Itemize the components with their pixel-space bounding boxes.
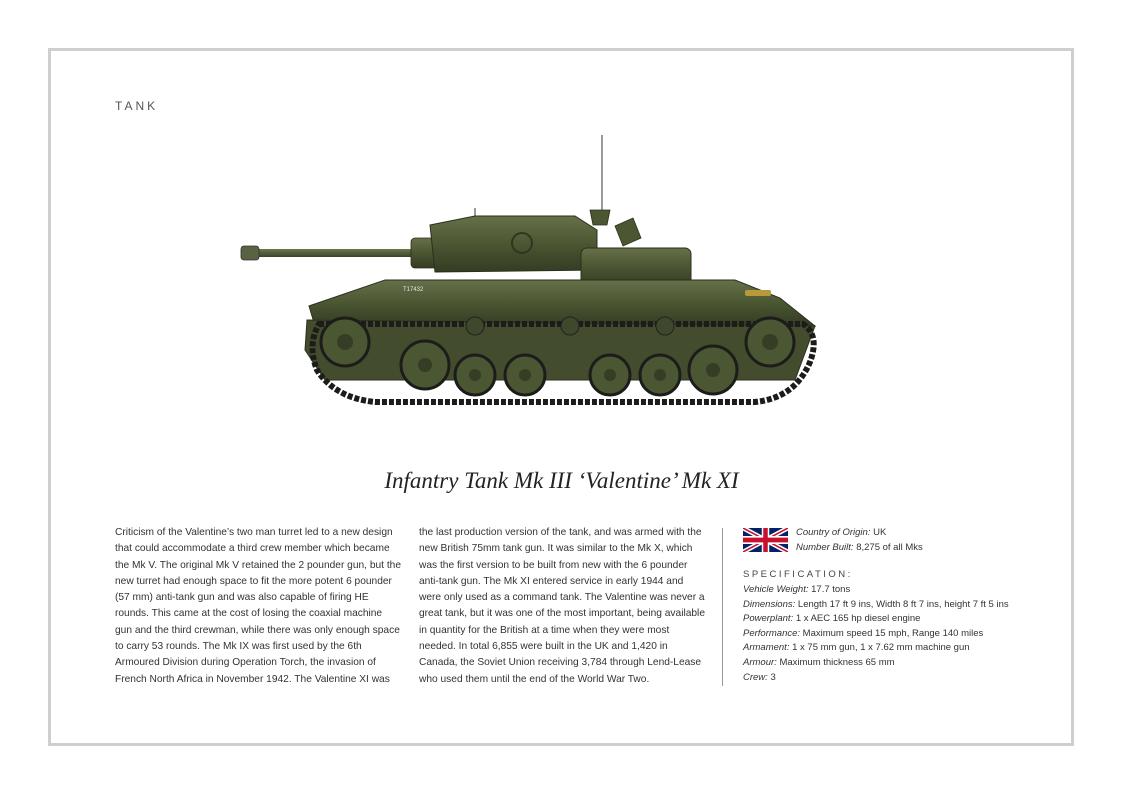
spec-label: Crew: [743, 671, 768, 683]
description-column-2: the last production version of the tank, and was armed with the new British 75mm tank gun. It was similar to the Mk X, which was the first version to be built from new with the 6 pounder anti-tank gun. The Mk XI entered service in early 1944 and were only used as a command tank. The Valentine was never a great tank, but it was one of the most important, being available in quantity for the British at a time when they were most needed. In total 6,855 were built in the UK and 1,420 in Canada, the Soviet Union receiving 3,784 through Lend-Lease who used them until the end of the World War Two. [419, 527, 705, 685]
gun-barrel [249, 249, 419, 257]
spec-label: Armour: [743, 656, 777, 668]
turret [430, 216, 597, 272]
periscope [590, 210, 610, 225]
category-label: TANK [115, 99, 159, 113]
spec-value: 17.7 tons [811, 584, 851, 595]
number-built-value: 8,275 of all Mks [856, 542, 923, 553]
spec-row [743, 671, 1009, 686]
spec-label: Vehicle Weight: [743, 584, 809, 595]
spec-label: Armament: [743, 642, 790, 654]
spec-value: Length 17 ft 9 ins, Width 8 ft 7 ins, height 7 ft 5 ins [797, 598, 1009, 610]
hull-upper [309, 280, 815, 326]
spec-value: Maximum speed 15 mph, Range 140 miles [802, 627, 984, 639]
spec-label: Dimensions: [743, 598, 796, 610]
spec-row [743, 641, 1009, 656]
hatch-cover [615, 218, 641, 246]
number-built-row [796, 540, 923, 555]
spec-list [743, 583, 1009, 685]
muzzle [241, 246, 259, 260]
union-jack-flag-icon [743, 528, 788, 552]
spec-value: 1 x AEC 165 hp diesel engine [795, 613, 921, 625]
spec-value: 3 [770, 671, 776, 683]
divider [722, 528, 723, 686]
description-column-1: Criticism of the Valentine’s two man turret led to a new design that could accommodate a third crew member which became the Mk V. The original Mk V retained the 2 pounder gun, but the new turret had enough space to fit the more potent 6 pounder (57 mm) anti-tank gun and was also capable of firing HE rounds. This came at the cost of losing the coaxial machine gun and the third crewman, while there was only enough space to carry 53 rounds. The Mk IX was first used by the 6th Armoured Division during Operation Torch, the invasion of French North Africa in November 1942. The Valentine XI was [115, 527, 401, 685]
vehicle-title: Infantry Tank Mk III ‘Valentine’ Mk XI [384, 468, 739, 493]
origin-label: Country of Origin: [796, 527, 871, 538]
origin-info [796, 525, 923, 555]
spec-row [743, 627, 1009, 642]
hull-lower [305, 320, 815, 380]
tank-illustration [235, 130, 825, 410]
return-roller [656, 317, 674, 335]
spec-value: Maximum thickness 65 mm [779, 656, 895, 668]
spec-label: Powerplant: [743, 613, 794, 625]
spec-value: 1 x 75 mm gun, 1 x 7.62 mm machine gun [792, 642, 970, 654]
return-roller [561, 317, 579, 335]
origin-value: UK [873, 527, 887, 538]
spec-row [743, 598, 1009, 613]
spec-row [743, 656, 1009, 671]
spec-row [743, 612, 1009, 627]
hull-number: T17432 [403, 287, 424, 293]
origin-row [796, 525, 923, 540]
spec-row [743, 583, 1009, 598]
exhaust [745, 290, 771, 296]
spec-heading: SPECIFICATION: [743, 569, 853, 580]
return-roller [466, 317, 484, 335]
spec-label: Performance: [743, 627, 801, 639]
number-built-label: Number Built: [796, 542, 854, 553]
